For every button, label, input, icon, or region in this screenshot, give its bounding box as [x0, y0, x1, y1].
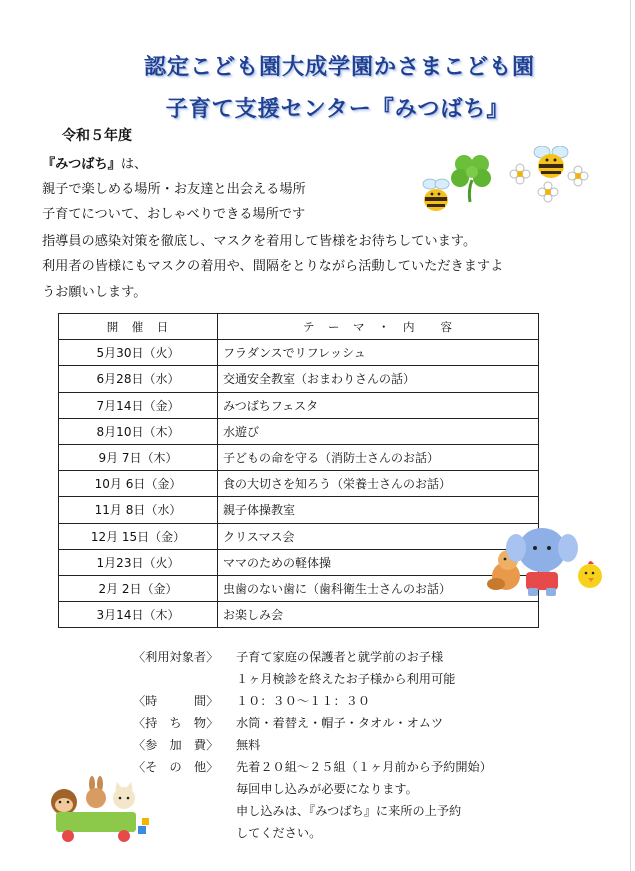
schedule-table	[58, 313, 539, 628]
table-row	[59, 418, 539, 444]
fee-label: 〈参 加 費〉	[133, 738, 219, 752]
table-row	[59, 497, 539, 523]
intro-line: 利用者の皆様にもマスクの着用や、間隔をとりながら活動していただきますよ	[42, 259, 504, 274]
fiscal-year: 令和５年度	[62, 128, 132, 144]
cart-icon	[56, 812, 136, 842]
event-date: 3月14日（木）	[59, 602, 218, 628]
animals-cart-illustration	[46, 776, 152, 846]
clover-icon	[451, 155, 491, 202]
items-label: 〈持 ち 物〉	[133, 716, 219, 730]
flower-icon	[510, 164, 530, 184]
items-row	[0, 714, 635, 735]
flower-icon	[568, 166, 588, 186]
event-date: 11月 8日（水）	[59, 497, 218, 523]
event-date: 7月14日（金）	[59, 392, 218, 418]
table-header-row	[59, 314, 539, 340]
intro-line: 子育てについて、おしゃべりできる場所です	[42, 207, 306, 222]
event-theme: 食の大切さを知ろう（栄養士さんのお話）	[218, 471, 539, 497]
event-theme: 親子体操教室	[218, 497, 539, 523]
time-label: 〈時 間〉	[133, 694, 219, 708]
target-value-2: １ヶ月検診を終えたお子様から利用可能	[236, 672, 456, 686]
time-row	[0, 692, 635, 713]
page-title: 認定こども園大成学園かさまこども園	[143, 55, 535, 80]
event-date: 6月28日（水）	[59, 366, 218, 392]
event-theme: 交通安全教室（おまわりさんの話）	[218, 366, 539, 392]
target-row	[0, 648, 635, 669]
other-value: してください。	[236, 826, 322, 840]
elephant-friends-illustration	[484, 520, 608, 598]
items-value: 水筒・着替え・帽子・タオル・オムツ	[236, 716, 444, 730]
table-row	[59, 471, 539, 497]
table-row	[59, 444, 539, 470]
theme-column-header: テ ー マ ・ 内 容	[218, 314, 539, 340]
event-theme: みつばちフェスタ	[218, 392, 539, 418]
table-row	[59, 392, 539, 418]
center-name-suffix: は、	[120, 157, 148, 172]
other-value: 毎回申し込みが必要になります。	[236, 782, 418, 796]
table-row	[59, 340, 539, 366]
fee-value: 無料	[236, 738, 261, 752]
target-value: 子育て家庭の保護者と就学前のお子様	[236, 650, 444, 664]
event-theme: お楽しみ会	[218, 602, 539, 628]
bee-icon	[423, 179, 449, 211]
chick-icon	[578, 561, 602, 588]
table-row	[59, 602, 539, 628]
event-date: 5月30日（火）	[59, 340, 218, 366]
intro-heading	[42, 155, 147, 175]
bee-icon	[534, 146, 568, 178]
table-row	[59, 366, 539, 392]
event-date: 8月10日（木）	[59, 418, 218, 444]
toy-blocks-icon	[138, 818, 149, 834]
event-date: 12月 15日（金）	[59, 523, 218, 549]
event-date: 2月 2日（金）	[59, 575, 218, 601]
fee-row	[0, 736, 635, 757]
monkey-icon	[51, 789, 77, 815]
page-subtitle: 子育て支援センター『みつばち』	[165, 97, 510, 122]
target-label: 〈利用対象者〉	[133, 650, 219, 664]
flower-icon	[538, 182, 558, 202]
rabbit-icon	[86, 776, 106, 808]
table-row	[59, 523, 539, 549]
table-row	[59, 575, 539, 601]
event-theme: クリスマス会	[218, 523, 539, 549]
intro-line: 指導員の感染対策を徹底し、マスクを着用して皆様をお待ちしています。	[42, 234, 477, 249]
center-name: 『みつばち』	[42, 157, 121, 172]
cat-icon	[113, 782, 135, 809]
intro-line: うお願いします。	[42, 285, 147, 300]
event-date: 9月 7日（木）	[59, 444, 218, 470]
event-date: 10月 6日（金）	[59, 471, 218, 497]
event-theme: 水遊び	[218, 418, 539, 444]
target-row-2	[0, 670, 635, 691]
table-row	[59, 549, 539, 575]
time-value: １０：３０～１１：３０	[236, 694, 371, 708]
event-theme: 子どもの命を守る（消防士さんのお話）	[218, 444, 539, 470]
clover-bee-illustration	[412, 146, 602, 226]
other-value: 申し込みは、『みつばち』に来所の上予約	[236, 804, 462, 818]
intro-line: 親子で楽しめる場所・お友達と出会える場所	[42, 182, 306, 197]
event-theme: 虫歯のない歯に（歯科衛生士さんのお話）	[218, 575, 539, 601]
event-date: 1月23日（火）	[59, 549, 218, 575]
event-theme: ママのための軽体操	[218, 549, 539, 575]
date-column-header: 開 催 日	[59, 314, 218, 340]
other-value: 先着２０組～２５組（１ヶ月前から予約開始）	[236, 760, 492, 774]
other-label: 〈そ の 他〉	[133, 760, 219, 774]
event-theme: フラダンスでリフレッシュ	[218, 340, 539, 366]
